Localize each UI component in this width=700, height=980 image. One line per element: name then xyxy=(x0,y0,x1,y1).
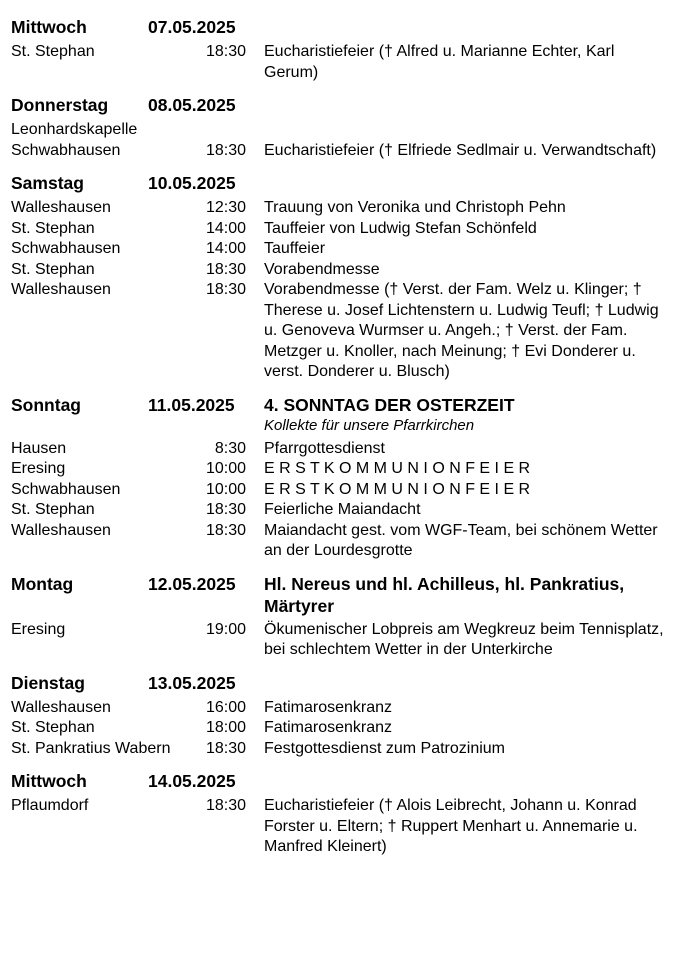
event-location: St. Stephan xyxy=(11,43,95,60)
day-date: 10.05.2025 xyxy=(148,173,236,193)
event-time: 14:00 xyxy=(205,219,246,237)
event-location: St. Pankratius Wabern xyxy=(11,739,171,757)
day-header xyxy=(11,672,700,695)
day-header xyxy=(11,172,700,195)
event-time: 18:30 xyxy=(205,797,246,814)
event-row xyxy=(11,620,700,661)
event-description: Eucharistiefeier († Elfriede Sedlmair u. Verwandtschaft) xyxy=(264,141,657,159)
feast-block xyxy=(264,394,664,436)
event-location: Eresing xyxy=(11,620,66,638)
event-time: 14:00 xyxy=(205,240,246,257)
event-description: Vorabendmesse xyxy=(264,260,380,278)
event-description: Tauffeier xyxy=(264,240,326,257)
event-row xyxy=(11,459,700,480)
feast-title: Hl. Nereus und hl. Achilleus, hl. Pankratius, Märtyrer xyxy=(264,573,625,616)
event-time: 18:30 xyxy=(205,501,246,518)
day-name: Montag xyxy=(11,573,74,594)
event-location: St. Stephan xyxy=(11,501,95,518)
event-row xyxy=(11,198,700,219)
event-row xyxy=(11,280,700,383)
day-header xyxy=(11,16,700,39)
event-time: 18:30 xyxy=(205,521,246,539)
event-time: 8:30 xyxy=(214,439,246,457)
day-date: 11.05.2025 xyxy=(148,394,235,415)
day-date: 13.05.2025 xyxy=(148,672,236,693)
day-name: Mittwoch xyxy=(11,17,87,37)
event-description: Fatimarosenkranz xyxy=(264,698,393,716)
day-name: Dienstag xyxy=(11,672,85,693)
event-row xyxy=(11,439,700,460)
day-name: Samstag xyxy=(11,173,84,193)
event-location: Walleshausen xyxy=(11,698,111,716)
event-row xyxy=(11,796,700,858)
event-description: Maiandacht gest. vom WGF-Team, bei schönem Wetter an der Lourdesgrotte xyxy=(264,521,658,559)
event-location: St. Stephan xyxy=(11,219,95,237)
event-location: Walleshausen xyxy=(11,521,111,539)
event-time: 10:00 xyxy=(205,480,246,498)
event-location: Walleshausen xyxy=(11,281,111,298)
event-description: Feierliche Maiandacht xyxy=(264,501,421,518)
day-block xyxy=(11,573,700,661)
event-time: 18:30 xyxy=(205,739,246,757)
day-date: 07.05.2025 xyxy=(148,17,236,37)
day-date: 12.05.2025 xyxy=(148,573,236,594)
event-location: Walleshausen xyxy=(11,199,111,216)
event-location: St. Stephan xyxy=(11,260,95,278)
day-header xyxy=(11,573,700,617)
day-block xyxy=(11,394,700,562)
event-description: E R S T K O M M U N I O N F E I E R xyxy=(264,460,531,477)
collection-note: Kollekte für unsere Pfarrkirchen xyxy=(264,416,475,434)
event-description: Fatimarosenkranz xyxy=(264,719,393,736)
event-row xyxy=(11,42,700,83)
event-location: Eresing xyxy=(11,460,66,477)
event-row xyxy=(11,521,700,562)
event-time: 16:00 xyxy=(205,698,246,716)
event-row xyxy=(11,141,700,162)
day-block xyxy=(11,770,700,858)
event-location: Schwabhausen xyxy=(11,240,121,257)
event-location: Schwabhausen xyxy=(11,141,121,159)
day-block xyxy=(11,172,700,383)
day-header xyxy=(11,94,700,117)
day-date: 14.05.2025 xyxy=(148,771,236,791)
event-row xyxy=(11,739,700,760)
event-time: 18:00 xyxy=(205,719,246,736)
event-row xyxy=(11,480,700,501)
day-header xyxy=(11,394,700,436)
event-location: St. Stephan xyxy=(11,719,95,736)
day-name: Sonntag xyxy=(11,394,81,415)
day-block xyxy=(11,672,700,760)
location-prefix: Leonhardskapelle xyxy=(11,121,138,138)
event-description: Eucharistiefeier († Alois Leibrecht, Johann u. Konrad Forster u. Eltern; † Ruppert Menhart u. Annemarie u. Manfred Kleinert) xyxy=(264,797,638,855)
day-block xyxy=(11,16,700,83)
event-row xyxy=(11,500,700,521)
event-time: 18:30 xyxy=(205,43,246,60)
event-time: 10:00 xyxy=(205,460,246,477)
event-time: 18:30 xyxy=(205,141,246,159)
day-name: Donnerstag xyxy=(11,95,109,115)
event-time: 19:00 xyxy=(205,620,246,638)
event-description: Pfarrgottesdienst xyxy=(264,439,385,457)
event-description: Trauung von Veronika und Christoph Pehn xyxy=(264,199,566,216)
day-header xyxy=(11,770,700,793)
event-time: 12:30 xyxy=(205,199,246,216)
event-row xyxy=(11,239,700,260)
event-time: 18:30 xyxy=(205,260,246,278)
event-row xyxy=(11,698,700,719)
feast-title: 4. SONNTAG DER OSTERZEIT xyxy=(264,394,515,415)
feast-block xyxy=(264,573,664,617)
event-description: Ökumenischer Lobpreis am Wegkreuz beim Tennisplatz, bei schlechtem Wetter in der Unterkirche xyxy=(264,620,664,658)
event-description: Eucharistiefeier († Alfred u. Marianne Echter, Karl Gerum) xyxy=(264,43,615,81)
event-location: Pflaumdorf xyxy=(11,797,89,814)
event-location: Schwabhausen xyxy=(11,480,121,498)
event-row xyxy=(11,718,700,739)
event-time: 18:30 xyxy=(205,281,246,298)
event-description: Festgottesdienst zum Patrozinium xyxy=(264,739,505,757)
day-name: Mittwoch xyxy=(11,771,87,791)
day-block xyxy=(11,94,700,161)
day-date: 08.05.2025 xyxy=(148,95,236,115)
event-row xyxy=(11,219,700,240)
event-description: Tauffeier von Ludwig Stefan Schönfeld xyxy=(264,219,537,237)
event-description: Vorabendmesse († Verst. der Fam. Welz u. Klinger; † Therese u. Josef Lichtenstern u. Ludwig Teufl; † Ludwig u. Genoveva Wurmser u. Angeh.; † Verst. der Fam. Metzger u. Knoller, nach Meinung; † Evi Donderer u. verst. Donderer u. Blusch) xyxy=(264,281,659,380)
event-location: Hausen xyxy=(11,439,67,457)
event-row xyxy=(11,260,700,281)
event-description: E R S T K O M M U N I O N F E I E R xyxy=(264,480,531,498)
